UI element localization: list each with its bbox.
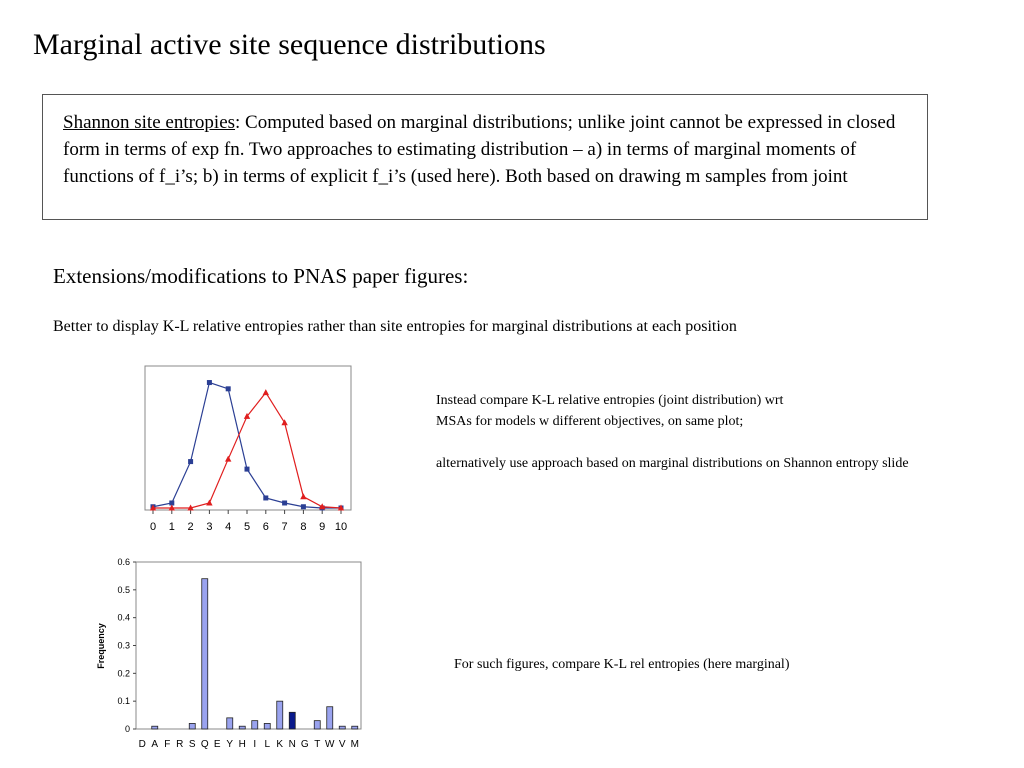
bar <box>327 707 333 729</box>
note-line-2: MSAs for models w different objectives, on same plot; <box>436 414 744 429</box>
x-tick-label: 4 <box>225 521 232 533</box>
x-tick-label: A <box>151 739 159 750</box>
x-tick-label: W <box>325 739 335 750</box>
note-line-1: Instead compare K-L relative entropies (joint distribution) wrt <box>436 393 784 408</box>
x-tick-label: 6 <box>262 521 269 533</box>
bar <box>314 721 320 729</box>
x-tick-label: Q <box>200 739 209 750</box>
bar <box>277 701 283 729</box>
box-underlined-term: Shannon site entropies <box>63 112 236 133</box>
x-tick-label: 1 <box>168 521 175 533</box>
y-tick-label: 0.6 <box>117 557 130 567</box>
x-tick-label: 0 <box>149 521 157 533</box>
data-point <box>301 504 306 509</box>
y-tick-label: 0.5 <box>117 584 130 595</box>
line-chart-x-axis <box>150 510 347 533</box>
note-compare-kl: For such figures, compare K-L rel entropies (here marginal) <box>454 657 790 672</box>
bar <box>264 723 270 729</box>
x-tick-label: K <box>276 739 284 750</box>
data-point <box>282 500 287 505</box>
page-title: Marginal active site sequence distributions <box>33 28 546 61</box>
bar <box>227 718 233 729</box>
x-tick-label: E <box>213 739 221 750</box>
x-tick-label: L <box>264 739 271 750</box>
data-point <box>188 459 193 464</box>
x-tick-label: T <box>314 739 321 750</box>
x-tick-label: 5 <box>243 521 251 533</box>
data-point <box>263 495 268 500</box>
data-point <box>207 380 212 385</box>
y-tick-label: 0 <box>124 724 130 734</box>
bar <box>202 579 208 729</box>
x-tick-label: 7 <box>281 521 288 533</box>
x-tick-label: G <box>300 739 309 750</box>
note-instead-compare <box>436 390 909 474</box>
x-tick-label: 9 <box>319 521 326 533</box>
bar <box>239 726 245 729</box>
kl-line-chart <box>120 360 370 540</box>
x-tick-label: M <box>350 739 359 750</box>
bar <box>289 712 295 729</box>
section-subtext: Better to display K-L relative entropies rather than site entropies for marginal distributions at each position <box>53 318 737 335</box>
y-tick-label: 0.4 <box>117 612 130 623</box>
y-tick-label: 0.2 <box>117 668 130 679</box>
bar-chart-frame <box>136 562 361 729</box>
bar <box>252 721 258 729</box>
x-tick-label: H <box>238 739 246 750</box>
bar <box>152 726 158 729</box>
data-point <box>226 386 231 391</box>
x-tick-label: I <box>253 739 257 750</box>
x-tick-label: 8 <box>300 521 307 533</box>
entropy-note-box <box>42 94 928 220</box>
x-tick-label: S <box>188 739 196 750</box>
x-tick-label: 2 <box>187 521 194 533</box>
frequency-bar-chart <box>90 552 380 758</box>
x-tick-label: V <box>338 739 346 750</box>
line-chart-frame <box>145 366 351 510</box>
x-tick-label: D <box>138 739 146 750</box>
note-line-3: alternatively use approach based on marginal distributions on Shannon entropy slide <box>436 456 909 471</box>
x-tick-label: Y <box>226 739 234 750</box>
bar <box>189 723 195 729</box>
y-tick-label: 0.1 <box>117 696 130 707</box>
data-point <box>245 467 250 472</box>
section-heading: Extensions/modifications to PNAS paper figures: <box>53 264 469 288</box>
bar <box>339 726 345 729</box>
x-tick-label: F <box>164 739 171 750</box>
bar-chart-y-label: Frequency <box>96 623 106 669</box>
x-tick-label: 3 <box>206 521 213 533</box>
box-text: : Computed based on marginal distributions; unlike joint cannot be expressed in closed form in terms of exp fn. Two approaches to estimating distribution – a) in terms of marginal moments of functions of f_i’s; b) in terms of explicit f_i’s (used here). Both based on drawing m samples from joint <box>63 112 896 187</box>
y-tick-label: 0.3 <box>117 640 130 651</box>
x-tick-label: N <box>288 739 296 750</box>
x-tick-label: 10 <box>334 521 348 533</box>
bar <box>352 726 358 729</box>
x-tick-label: R <box>176 739 184 750</box>
